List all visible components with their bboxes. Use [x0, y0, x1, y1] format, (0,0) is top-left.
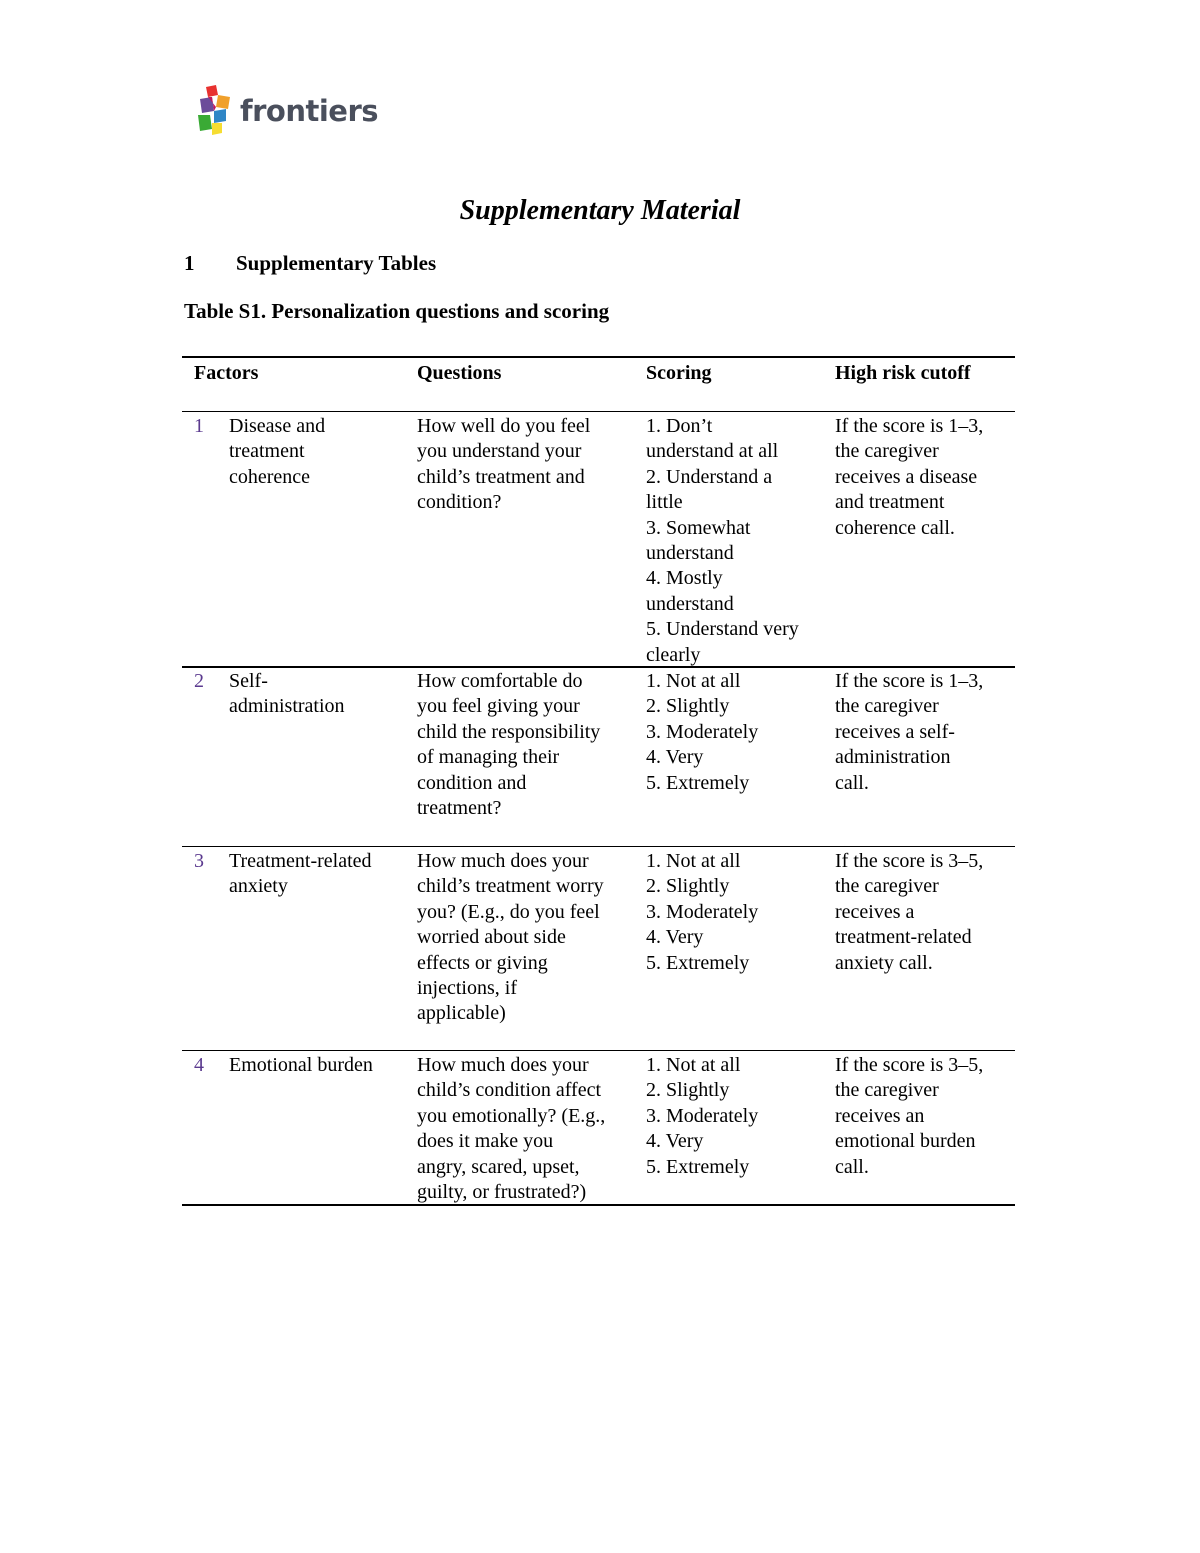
header-cutoff: High risk cutoff: [835, 362, 971, 384]
row-question: How well do you feel you understand your child’s treatment and condition?: [417, 415, 591, 514]
header-bottom-rule: [182, 411, 1015, 412]
table-caption: Table S1. Personalization questions and scoring: [184, 299, 610, 323]
frontiers-logo-icon: [196, 85, 240, 137]
row-question: How much does your child’s condition affect you emotionally? (E.g., does it make you angry, scared, upset, guilty, or frustrated?): [417, 1054, 606, 1204]
row-factor: Self- administration: [229, 670, 345, 718]
document-title: Supplementary Material: [459, 195, 741, 226]
row-divider: [182, 1050, 1015, 1051]
frontiers-logo-wordmark: frontiers: [240, 94, 379, 128]
row-divider: [182, 666, 1015, 668]
header-questions: Questions: [417, 362, 502, 384]
row-index: 3: [194, 850, 204, 872]
section-number: 1: [184, 251, 195, 275]
row-scoring: 1. Not at all 2. Slightly 3. Moderately 4. Very 5. Extremely: [646, 1054, 759, 1178]
row-question: How comfortable do you feel giving your child the responsibility of managing their condition and treatment?: [417, 670, 601, 820]
row-factor: Emotional burden: [229, 1054, 373, 1076]
row-index: 2: [194, 670, 204, 692]
row-scoring: 1. Not at all 2. Slightly 3. Moderately 4. Very 5. Extremely: [646, 670, 759, 794]
header-factors: Factors: [194, 362, 259, 384]
frontiers-logo: [196, 85, 379, 137]
row-factor: Disease and treatment coherence: [229, 415, 326, 488]
table-bottom-rule: [182, 1204, 1015, 1206]
row-factor: Treatment-related anxiety: [229, 850, 372, 898]
row-cutoff: If the score is 3–5, the caregiver receives an emotional burden call.: [835, 1054, 984, 1178]
header-scoring: Scoring: [646, 362, 712, 384]
row-scoring: 1. Not at all 2. Slightly 3. Moderately 4. Very 5. Extremely: [646, 850, 759, 974]
row-index: 1: [194, 415, 204, 437]
row-cutoff: If the score is 1–3, the caregiver receives a disease and treatment coherence call.: [835, 415, 984, 539]
section-label: Supplementary Tables: [236, 251, 437, 275]
section-heading: [184, 250, 436, 276]
row-divider: [182, 846, 1015, 847]
row-scoring: 1. Don’t understand at all 2. Understand a little 3. Somewhat understand 4. Mostly understand 5. Understand very clearly: [646, 415, 799, 666]
row-index: 4: [194, 1054, 204, 1076]
table-top-rule: [182, 356, 1015, 358]
row-cutoff: If the score is 1–3, the caregiver receives a self- administration call.: [835, 670, 984, 794]
row-question: How much does your child’s treatment worry you? (E.g., do you feel worried about side effects or giving injections, if applicable): [417, 850, 604, 1025]
row-cutoff: If the score is 3–5, the caregiver receives a treatment-related anxiety call.: [835, 850, 984, 974]
